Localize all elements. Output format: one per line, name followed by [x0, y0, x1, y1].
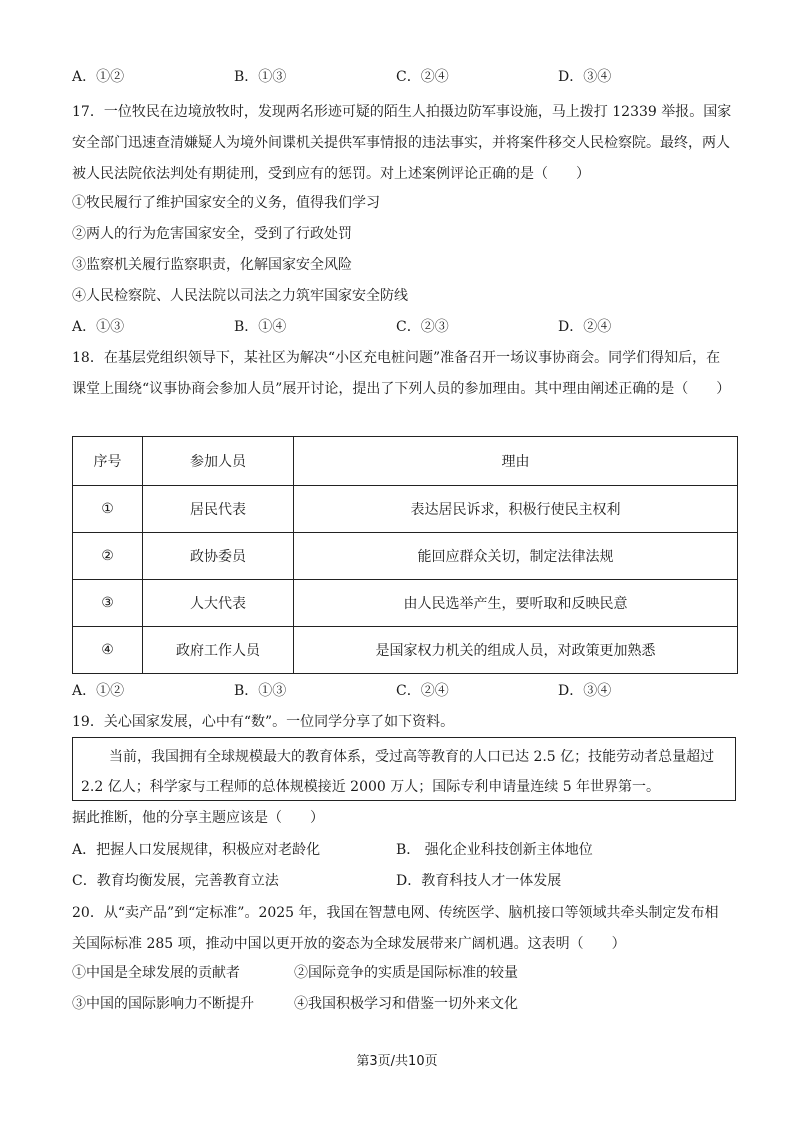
q16-option-c: C．②④ — [396, 69, 449, 85]
table-cell: ③ — [73, 580, 143, 627]
q20-statement-3: ③中国的国际影响力不断提升 — [72, 996, 254, 1012]
q19-option-d: D．教育科技人才一体发展 — [396, 873, 562, 889]
table-cell: 政协委员 — [143, 533, 294, 580]
table-row — [73, 580, 738, 627]
table-cell: 居民代表 — [143, 486, 294, 533]
q19-material-box: 当前，我国拥有全球规模最大的教育体系，受过高等教育的人口已达 2.5 亿；技能劳动者总量超过 2.2 亿人；科学家与工程师的总体规模接近 2000 万人；国际专利申请量连续 5 年世界第一。 — [72, 737, 736, 801]
q18-stem: 18．在基层党组织领导下，某社区为解决“小区充电桩问题”准备召开一场议事协商会。同学们得知后，在课堂上围绕“议事协商会参加人员”展开讨论，提出了下列人员的参加理由。其中理由阐述正确的是（ ） — [72, 350, 731, 397]
q16-option-a: A．①② — [72, 69, 125, 85]
q20-statement-1: ①中国是全球发展的贡献者 — [72, 965, 240, 981]
table-header-cell: 序号 — [73, 437, 143, 486]
q20-statement-4: ④我国积极学习和借鉴一切外来文化 — [294, 996, 518, 1012]
q17-stem: 17．一位牧民在边境放牧时，发现两名形迹可疑的陌生人拍摄边防军事设施，马上拨打 12339 举报。国家安全部门迅速查清嫌疑人为境外间谍机关提供军事情报的违法事实，并将案件移交人民检察院。最终，两人被人民法院依法判处有期徒刑，受到应有的惩罚。对上述案例评论正确的是（ ） — [72, 104, 732, 182]
table-cell: 人大代表 — [143, 580, 294, 627]
table-cell: ② — [73, 533, 143, 580]
q17-option-b: B．①④ — [234, 319, 287, 335]
q17-statement-4: ④人民检察院、人民法院以司法之力筑牢国家安全防线 — [72, 288, 408, 304]
table-cell: 政府工作人员 — [143, 627, 294, 674]
table-row — [73, 486, 738, 533]
q20-stem: 20．从“卖产品”到“定标准”。2025 年，我国在智慧电网、传统医学、脑机接口等领域共牵头制定发布相关国际标准 285 项，推动中国以更开放的姿态为全球发展带来广阔机遇。这表明（ ） — [72, 905, 719, 952]
q18-option-d: D．③④ — [558, 683, 612, 699]
table-header-cell: 理由 — [294, 437, 738, 486]
q20-statement-2: ②国际竞争的实质是国际标准的较量 — [294, 965, 518, 981]
q16-option-d: D．③④ — [558, 69, 612, 85]
q17-option-d: D．②④ — [558, 319, 612, 335]
table-cell: 是国家权力机关的组成人员，对政策更加熟悉 — [294, 627, 738, 674]
table-row — [73, 533, 738, 580]
q19-option-b: B． 强化企业科技创新主体地位 — [396, 842, 593, 858]
q19-option-a: A．把握人口发展规律，积极应对老龄化 — [72, 842, 321, 858]
q17-statement-1: ①牧民履行了维护国家安全的义务，值得我们学习 — [72, 195, 380, 211]
q19-option-c: C．教育均衡发展，完善教育立法 — [72, 873, 279, 889]
table-cell: 由人民选举产生，要听取和反映民意 — [294, 580, 738, 627]
page-footer: 第3页/共10页 — [356, 1054, 438, 1069]
table-header-row — [73, 437, 738, 486]
q17-option-a: A．①③ — [72, 319, 125, 335]
table-row — [73, 627, 738, 674]
q18-table — [72, 436, 738, 674]
q17-option-c: C．②③ — [396, 319, 449, 335]
table-cell: ④ — [73, 627, 143, 674]
q17-statement-3: ③监察机关履行监察职责，化解国家安全风险 — [72, 257, 352, 273]
q18-option-a: A．①② — [72, 683, 125, 699]
table-cell: ① — [73, 486, 143, 533]
table-cell: 能回应群众关切，制定法律法规 — [294, 533, 738, 580]
q18-option-b: B．①③ — [234, 683, 287, 699]
table-cell: 表达居民诉求，积极行使民主权利 — [294, 486, 738, 533]
q19-question: 据此推断，他的分享主题应该是（ ） — [72, 810, 324, 826]
q16-option-b: B．①③ — [234, 69, 287, 85]
q19-stem: 19．关心国家发展，心中有“数”。一位同学分享了如下资料。 — [72, 714, 455, 730]
q17-statement-2: ②两人的行为危害国家安全，受到了行政处罚 — [72, 226, 352, 242]
table-header-cell: 参加人员 — [143, 437, 294, 486]
q18-option-c: C．②④ — [396, 683, 449, 699]
